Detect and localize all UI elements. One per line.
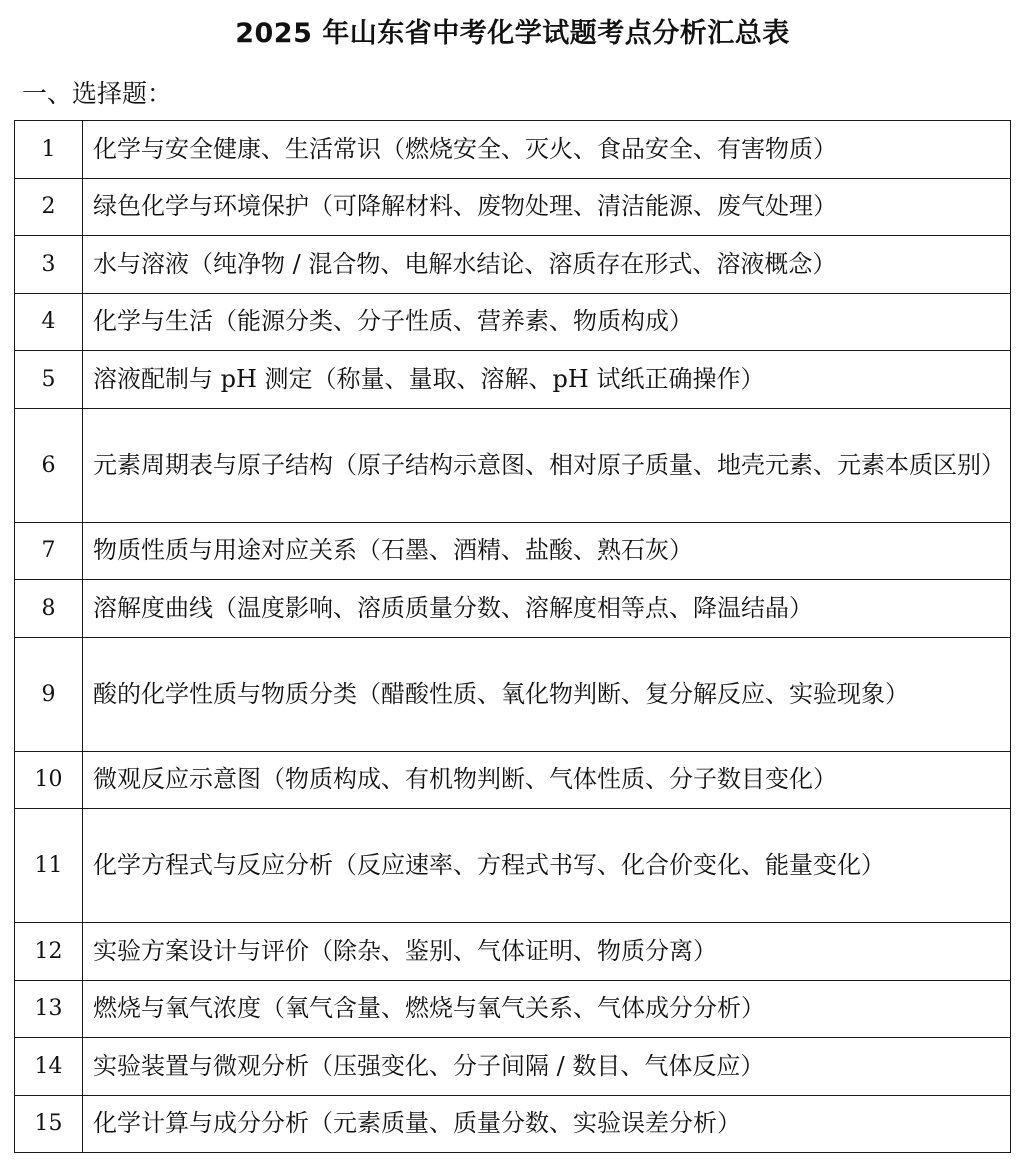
topic-description: 水与溶液（纯净物 / 混合物、电解水结论、溶质存在形式、溶液概念）	[83, 236, 1011, 294]
table-row	[15, 637, 1011, 751]
question-number: 3	[15, 236, 83, 294]
table-row	[15, 923, 1011, 981]
table-row	[15, 751, 1011, 809]
topic-description: 酸的化学性质与物质分类（醋酸性质、氧化物判断、复分解反应、实验现象）	[83, 637, 1011, 751]
table-row	[15, 1095, 1011, 1153]
topic-description: 化学与生活（能源分类、分子性质、营养素、物质构成）	[83, 293, 1011, 351]
table-row	[15, 408, 1011, 522]
question-number: 9	[15, 637, 83, 751]
question-number: 1	[15, 121, 83, 179]
question-number: 7	[15, 522, 83, 580]
table-row	[15, 1038, 1011, 1096]
question-number: 13	[15, 980, 83, 1038]
topic-description: 绿色化学与环境保护（可降解材料、废物处理、清洁能源、废气处理）	[83, 178, 1011, 236]
question-number: 2	[15, 178, 83, 236]
topic-description: 化学计算与成分分析（元素质量、质量分数、实验误差分析）	[83, 1095, 1011, 1153]
table-row	[15, 522, 1011, 580]
question-number: 14	[15, 1038, 83, 1096]
question-number: 5	[15, 351, 83, 409]
question-number: 15	[15, 1095, 83, 1153]
table-row	[15, 121, 1011, 179]
table-row	[15, 236, 1011, 294]
page-title: 2025 年山东省中考化学试题考点分析汇总表	[235, 18, 790, 49]
question-number: 8	[15, 580, 83, 638]
topics-table-container	[14, 120, 1011, 1153]
topic-description: 溶解度曲线（温度影响、溶质质量分数、溶解度相等点、降温结晶）	[83, 580, 1011, 638]
question-number: 4	[15, 293, 83, 351]
topic-description: 溶液配制与 pH 测定（称量、量取、溶解、pH 试纸正确操作）	[83, 351, 1011, 409]
table-row	[15, 980, 1011, 1038]
table-row	[15, 809, 1011, 923]
table-row	[15, 351, 1011, 409]
question-number: 6	[15, 408, 83, 522]
topics-table	[14, 120, 1011, 1153]
section-heading: 一、选择题：	[22, 79, 173, 108]
topic-description: 实验装置与微观分析（压强变化、分子间隔 / 数目、气体反应）	[83, 1038, 1011, 1096]
topic-description: 物质性质与用途对应关系（石墨、酒精、盐酸、熟石灰）	[83, 522, 1011, 580]
question-number: 10	[15, 751, 83, 809]
topic-description: 化学与安全健康、生活常识（燃烧安全、灭火、食品安全、有害物质）	[83, 121, 1011, 179]
table-row	[15, 293, 1011, 351]
topic-description: 化学方程式与反应分析（反应速率、方程式书写、化合价变化、能量变化）	[83, 809, 1011, 923]
question-number: 12	[15, 923, 83, 981]
topic-description: 燃烧与氧气浓度（氧气含量、燃烧与氧气关系、气体成分分析）	[83, 980, 1011, 1038]
topic-description: 实验方案设计与评价（除杂、鉴别、气体证明、物质分离）	[83, 923, 1011, 981]
topic-description: 微观反应示意图（物质构成、有机物判断、气体性质、分子数目变化）	[83, 751, 1011, 809]
topic-description: 元素周期表与原子结构（原子结构示意图、相对原子质量、地壳元素、元素本质区别）	[83, 408, 1011, 522]
question-number: 11	[15, 809, 83, 923]
table-row	[15, 580, 1011, 638]
table-row	[15, 178, 1011, 236]
